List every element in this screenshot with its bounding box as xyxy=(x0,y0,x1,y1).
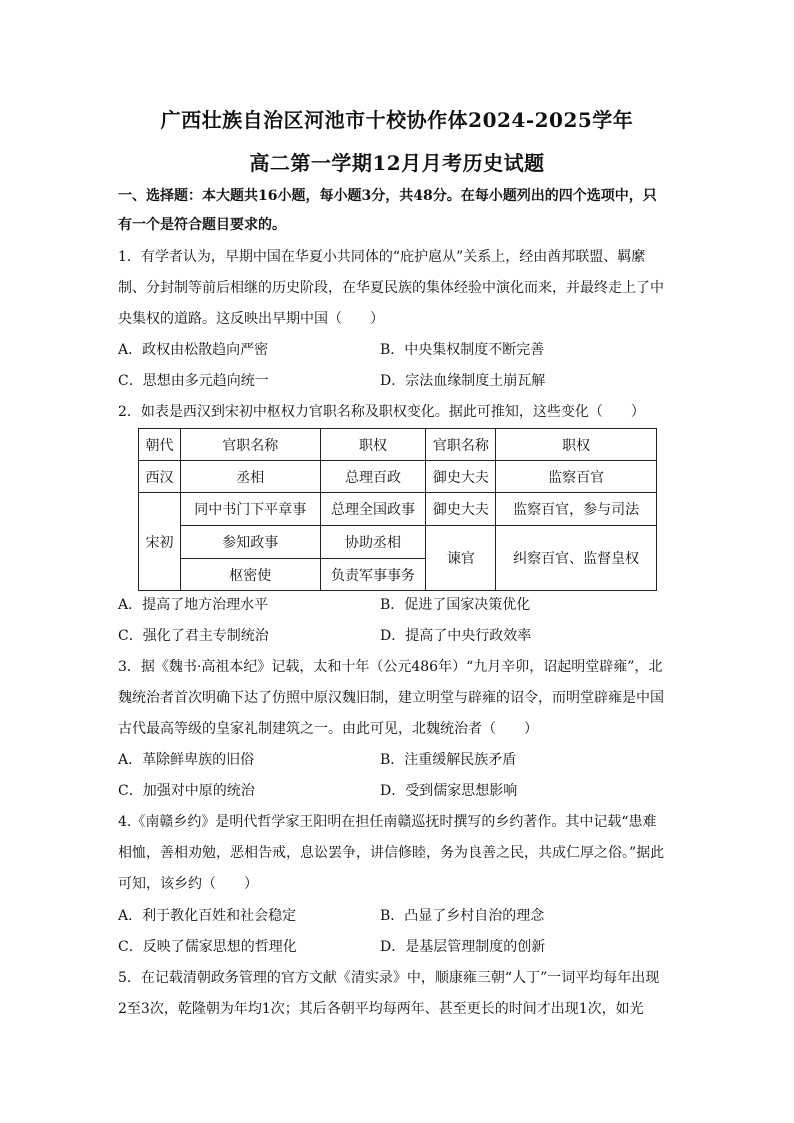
table-row xyxy=(139,526,657,559)
q3-option-c[interactable]: C．加强对中原的统治 xyxy=(118,783,255,799)
table-header-row xyxy=(139,429,657,461)
q2-option-b[interactable]: B．促进了国家决策优化 xyxy=(380,597,531,613)
table-cell: 总理百政 xyxy=(320,461,426,493)
q1-stem-line1: 1．有学者认为，早期中国在华夏小共同体的“庇护扈从”关系上，经由酋邦联盟、羁縻 xyxy=(118,249,646,265)
table-row xyxy=(139,493,657,526)
q1-option-b[interactable]: B．中央集权制度不断完善 xyxy=(380,342,545,358)
q4-stem-line2: 相恤，善相劝勉，恶相告戒，息讼罢争，讲信修睦，务为良善之民，共成仁厚之俗。”据此 xyxy=(118,845,665,861)
table-cell: 宋初 xyxy=(139,493,181,591)
q4-option-b[interactable]: B．凸显了乡村自治的理念 xyxy=(380,908,545,924)
q3-stem-line3: 古代最高等级的皇家礼制建筑之一。由此可见，北魏统治者（ ） xyxy=(118,721,538,737)
table-header-cell: 职权 xyxy=(496,429,657,461)
table-cell: 总理全国政事 xyxy=(320,493,426,526)
q3-option-d[interactable]: D．受到儒家思想影响 xyxy=(380,783,518,799)
q1-option-a[interactable]: A．政权由松散趋向严密 xyxy=(118,342,269,358)
exam-title-line2: 高二第一学期12月月考历史试题 xyxy=(249,151,545,175)
section-instruction-line2: 有一个是符合题目要求的。 xyxy=(118,217,286,233)
q4-option-c[interactable]: C．反映了儒家思想的哲理化 xyxy=(118,939,297,955)
table-cell: 丞相 xyxy=(180,461,320,493)
table-cell: 御史大夫 xyxy=(426,493,496,526)
q1-option-d[interactable]: D．宗法血缘制度土崩瓦解 xyxy=(380,373,546,389)
q2-stem-line1: 2．如表是西汉到宋初中枢权力官职名称及职权变化。据此可推知，这些变化（ ） xyxy=(118,404,645,420)
q3-option-b[interactable]: B．注重缓解民族矛盾 xyxy=(380,752,517,768)
q4-option-a[interactable]: A．利于教化百姓和社会稳定 xyxy=(118,908,297,924)
table-cell: 参知政事 xyxy=(180,526,320,559)
q2-option-d[interactable]: D．提高了中央行政效率 xyxy=(380,628,532,644)
table-header-cell: 官职名称 xyxy=(180,429,320,461)
section-instruction-line1: 一、选择题：本大题共16小题，每小题3分，共48分。在每小题列出的四个选项中，只 xyxy=(118,188,657,204)
q4-option-d[interactable]: D．是基层管理制度的创新 xyxy=(380,939,546,955)
q1-option-c[interactable]: C．思想由多元趋向统一 xyxy=(118,373,269,389)
table-header-cell: 职权 xyxy=(320,429,426,461)
q4-stem-line3: 可知，该乡约（ ） xyxy=(118,876,258,892)
q2-option-c[interactable]: C．强化了君主专制统治 xyxy=(118,628,269,644)
table-cell: 纠察百官、监督皇权 xyxy=(496,526,657,591)
q2-option-a[interactable]: A．提高了地方治理水平 xyxy=(118,597,269,613)
table-cell: 监察百官 xyxy=(496,461,657,493)
q3-option-a[interactable]: A．革除鲜卑族的旧俗 xyxy=(118,752,255,768)
table-cell: 枢密使 xyxy=(180,559,320,591)
table-cell: 西汉 xyxy=(139,461,181,493)
q1-stem-line3: 央集权的道路。这反映出早期中国（ ） xyxy=(118,311,384,327)
q4-stem-line1: 4.《南赣乡约》是明代哲学家王阳明在担任南赣巡抚时撰写的乡约著作。其中记载“患难 xyxy=(118,814,657,830)
table-header-cell: 官职名称 xyxy=(426,429,496,461)
table-cell: 负责军事事务 xyxy=(320,559,426,591)
q3-stem-line1: 3．据《魏书·高祖本纪》记载，太和十年（公元486年）“九月辛卯，诏起明堂辟雍”，北 xyxy=(118,659,663,675)
table-cell: 同中书门下平章事 xyxy=(180,493,320,526)
table-cell: 谏官 xyxy=(426,526,496,591)
office-change-table xyxy=(138,428,657,591)
q3-stem-line2: 魏统治者首次明确下达了仿照中原汉魏旧制，建立明堂与辟雍的诏令，而明堂辟雍是中国 xyxy=(118,690,664,706)
exam-title-line1: 广西壮族自治区河池市十校协作体2024-2025学年 xyxy=(160,108,634,132)
table-cell: 协助丞相 xyxy=(320,526,426,559)
table-cell: 监察百官，参与司法 xyxy=(496,493,657,526)
table-header-cell: 朝代 xyxy=(139,429,181,461)
q1-stem-line2: 制、分封制等前后相继的历史阶段，在华夏民族的集体经验中演化而来，并最终走上了中 xyxy=(118,280,664,296)
q5-stem-line1: 5．在记载清朝政务管理的官方文献《清实录》中，顺康雍三朝“人丁”一词平均每年出现 xyxy=(118,970,660,986)
table-cell: 御史大夫 xyxy=(426,461,496,493)
table-row xyxy=(139,461,657,493)
q5-stem-line2: 2至3次，乾隆朝为年均1次；其后各朝平均每两年、甚至更长的时间才出现1次，如光 xyxy=(118,1001,644,1017)
